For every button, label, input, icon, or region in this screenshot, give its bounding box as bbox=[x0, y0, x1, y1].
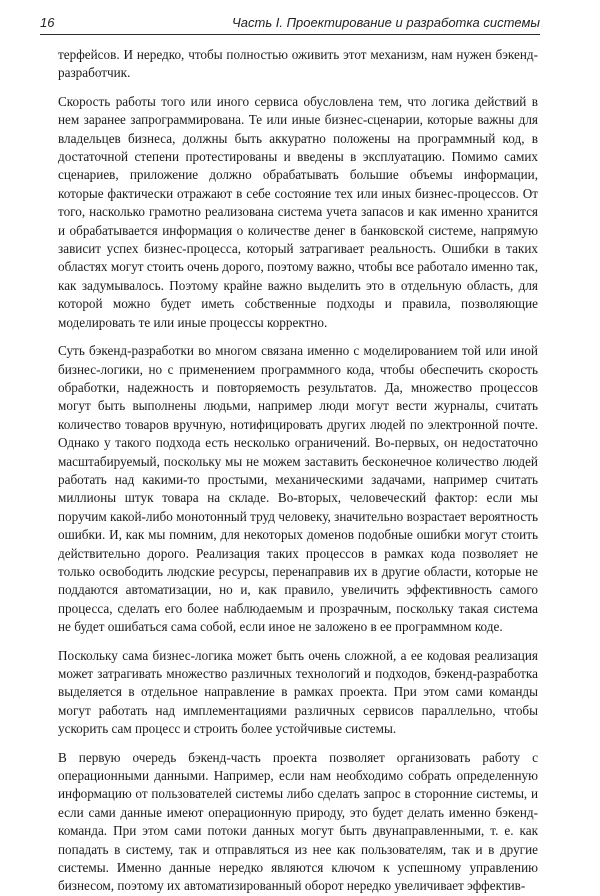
paragraph-4: Поскольку сама бизнес-логика может быть очень сложной, а ее кодовая реализация может затрагивать множество различных технологий и подходов, бэкенд-разработка выделяется в отдельное направление в рамках проекта. При этом сами команды могут работать над имплементациями различных сервисов параллельно, чтобы ускорить сам процесс и строить более устойчивые системы. bbox=[58, 647, 538, 737]
page-number: 16 bbox=[40, 15, 55, 30]
paragraph-3: Суть бэкенд-разработки во многом связана именно с моделированием той или иной бизнес-логики, но с применением программного кода, чтобы обеспечить скорость обработки, надежность и повторяемость результатов. Да, множество процессов могут быть выполнены людьми, например люди могут вести журналы, считать количество товаров вручную, нотифицировать других людей по электронной почте. Однако у такого подхода есть несколько ограничений. Во-первых, он недостаточно масштабируемый, поскольку мы не можем заставить бесконечное количество людей работать над какими-то простыми, механическими задачами, например считать миллионы штук товара на складе. Во-вторых, человеческий фактор: если мы поручим какой-либо монотонный труд человеку, значительно возрастает вероятность ошибки. И, как мы помним, для некоторых доменов подобные ошибки могут стоить действительно дорого. Реализация таких процессов в рамках кода позволяет не только освободить людские ресурсы, перенаправив их в другие области, которые не поддаются автоматизации, но и, как правило, увеличить эффективность самого процесса, сделать его более наблюдаемым и прозрачным, поскольку такая система не будет ошибаться сама собой, если иное не заложено в ее программном коде. bbox=[58, 343, 538, 635]
paragraph-5: В первую очередь бэкенд-часть проекта позволяет организовать работу с операционными данными. Например, если нам необходимо собрать определенную информацию от пользователей системы либо сделать запрос в сторонние системы, и если сами данные имеют операционную природу, это будет делать именно бэкенд-команда. При этом сами потоки данных могут быть двунаправленными, т. е. как попадать в систему, так и отправляться из нее как пользователям, так и в другие системы. Именно данные нередко являются ключом к успешному управлению бизнесом, поэтому их автоматизированный оборот нередко увеличивает эффектив- bbox=[58, 749, 538, 894]
running-title: Часть I. Проектирование и разработка системы bbox=[232, 15, 540, 30]
running-header bbox=[40, 12, 540, 35]
paragraph-2: Скорость работы того или иного сервиса обусловлена тем, что логика действий в нем заранее запрограммирована. Те или иные бизнес-сценарии, которые важны для владельцев бизнеса, должны быть аккуратно положены на программный код, в достаточной степени протестированы и введены в эксплуатацию. Помимо самих сценариев, приложение должно обрабатывать большие объемы информации, которые фактически отражают в себе состояние тех или иных бизнес-процессов. От того, насколько грамотно реализована система учета запасов и как именно хранится и обрабатывается информация о количестве денег в банковской системе, напрямую зависит успех бизнес-процесса, который затрагивает реальность. Ошибки в таких областях могут стоить очень дорого, поэтому важно, чтобы все работало именно так, как задумывалось. Поэтому крайне важно выделить это в отдельную область, для которой можно будет иметь собственные подходы и правила, позволяющие моделировать те или иные процессы корректно. bbox=[58, 93, 538, 330]
paragraph-1: терфейсов. И нередко, чтобы полностью оживить этот механизм, нам нужен бэкенд-разработчик. bbox=[58, 47, 538, 81]
body-text bbox=[58, 46, 538, 896]
